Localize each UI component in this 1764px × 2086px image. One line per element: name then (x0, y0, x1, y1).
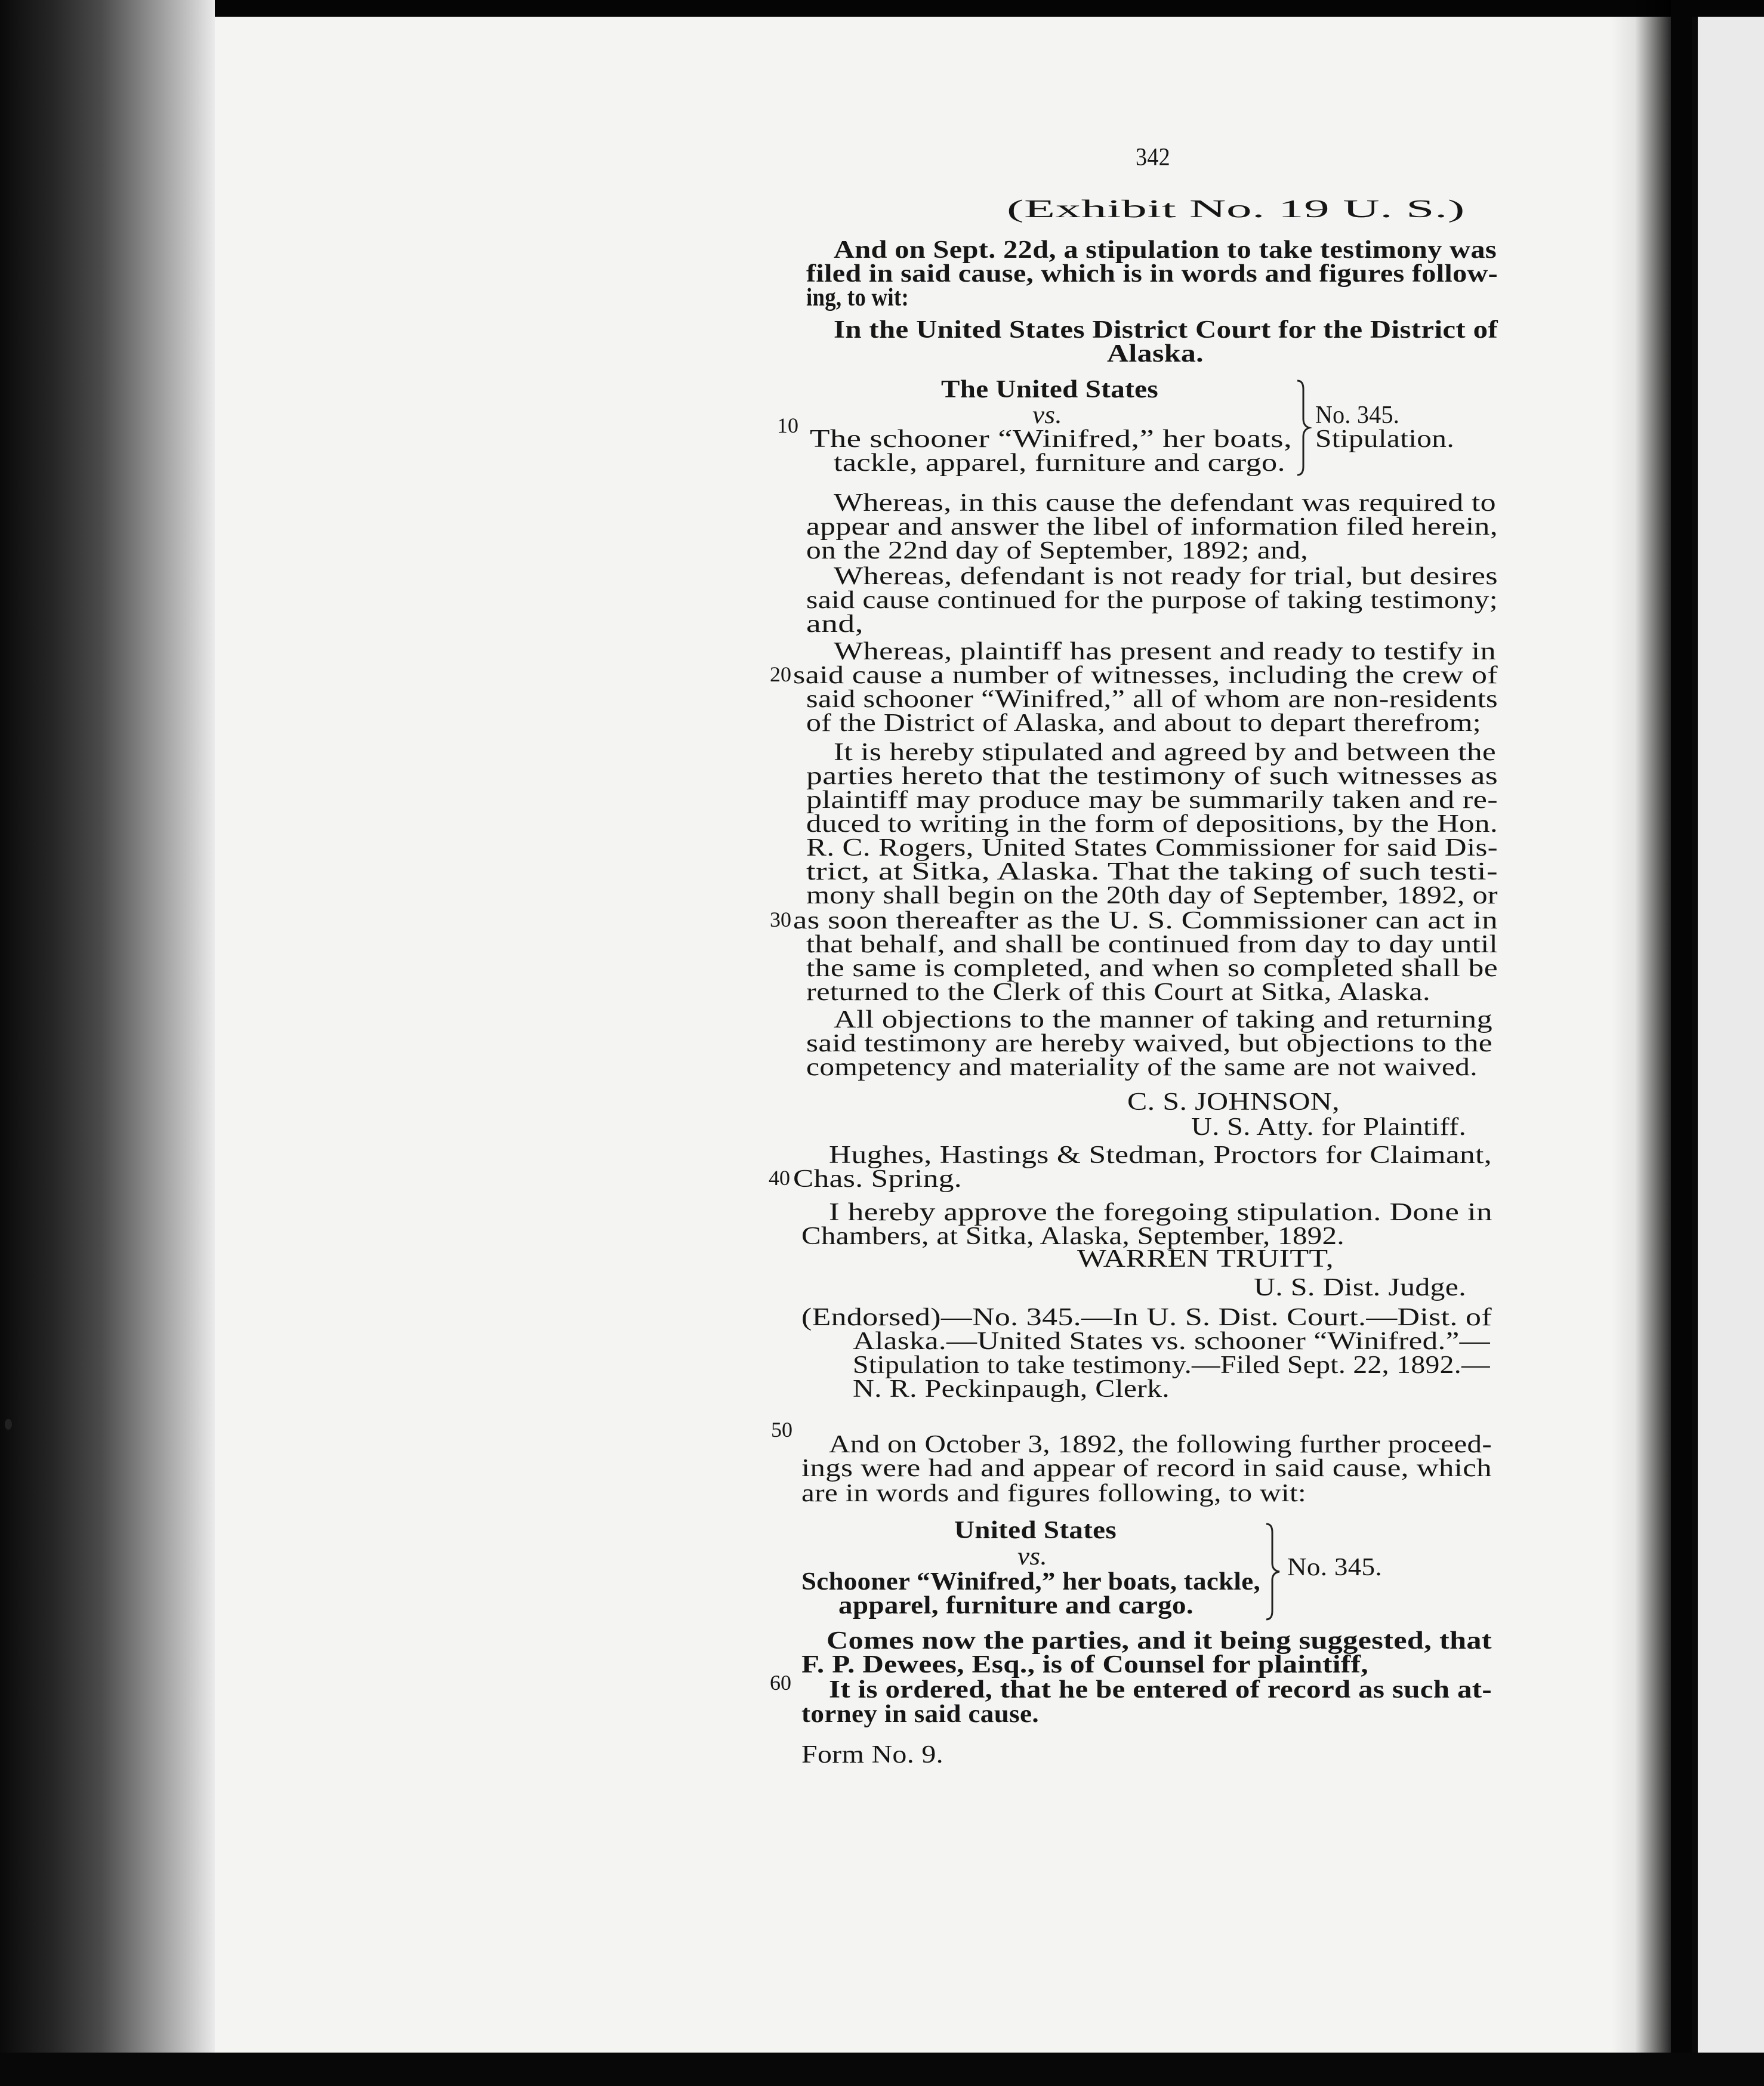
caption-case-number: No. 345. (1315, 402, 1400, 429)
margin-line-number: 10 (777, 414, 798, 437)
approval-line: Chambers, at Sitka, Alaska, September, 1892. (801, 1223, 1345, 1250)
gutter-shadow (1611, 0, 1671, 2086)
body-line: It is hereby stipulated and agreed by and between the (834, 739, 1497, 766)
caption-defendant: apparel, furniture and cargo. (838, 1592, 1194, 1619)
exhibit-heading: (Exhibit No. 19 U. S.) (1007, 196, 1465, 223)
court-heading-line: In the United States District Court for the District of (834, 316, 1498, 344)
body-line: plaintiff may produce may be summarily taken and re- (806, 786, 1498, 814)
judge-name: WARREN TRUITT, (1077, 1245, 1334, 1273)
approval-line: I hereby approve the foregoing stipulation. Done in (829, 1199, 1492, 1226)
scan-border-top (0, 0, 1764, 17)
caption-defendant: Schooner “Winifred,” her boats, tackle, (801, 1568, 1261, 1596)
body-line: said testimony are hereby waived, but objections to the (806, 1030, 1492, 1057)
margin-line-number: 50 (771, 1418, 792, 1442)
margin-line-number: 40 (769, 1166, 790, 1190)
margin-line-number: 20 (770, 662, 791, 686)
caption-doc-type: Stipulation. (1315, 425, 1455, 453)
proceedings-line: ings were had and appear of record in said cause, which (801, 1455, 1492, 1482)
body-line: as soon thereafter as the U. S. Commissioner can act in (793, 907, 1498, 934)
judge-title: U. S. Dist. Judge. (1254, 1274, 1466, 1301)
order-line: F. P. Dewees, Esq., is of Counsel for plaintiff, (801, 1651, 1368, 1678)
scan-speck (5, 1419, 12, 1430)
caption-brace (1264, 1520, 1285, 1623)
body-line: Whereas, plaintiff has present and ready to testify in (834, 638, 1496, 665)
body-line: the same is completed, and when so completed shall be (806, 955, 1498, 982)
signer-name: C. S. JOHNSON, (1127, 1088, 1340, 1116)
body-line: on the 22nd day of September, 1892; and, (806, 537, 1309, 564)
proctors-line: Hughes, Hastings & Stedman, Proctors for Claimant, (829, 1141, 1492, 1169)
body-line: returned to the Clerk of this Court at Sitka, Alaska. (806, 979, 1430, 1006)
intro-line: filed in said cause, which is in words and figures follow- (806, 260, 1498, 288)
margin-line-number: 60 (770, 1671, 791, 1695)
body-line: said cause continued for the purpose of taking testimony; (806, 587, 1498, 614)
signer-title: U. S. Atty. for Plaintiff. (1191, 1113, 1467, 1141)
caption-defendant: The schooner “Winifred,” her boats, (810, 425, 1293, 453)
body-line: Whereas, in this cause the defendant was required to (834, 489, 1497, 517)
order-line: It is ordered, that he be entered of record as such at- (829, 1676, 1492, 1704)
body-line: mony shall begin on the 20th day of September, 1892, or (806, 882, 1498, 909)
body-line: that behalf, and shall be continued from day to day until (806, 931, 1498, 958)
form-label: Form No. 9. (801, 1741, 943, 1769)
court-heading-line: Alaska. (1107, 340, 1204, 368)
proceedings-line: And on October 3, 1892, the following further proceed- (829, 1431, 1492, 1458)
order-line: torney in said cause. (801, 1701, 1039, 1728)
endorsement-line: (Endorsed)—No. 345.—In U. S. Dist. Court.—Dist. of (801, 1304, 1492, 1331)
body-line: duced to writing in the form of depositions, by the Hon. (806, 810, 1498, 838)
body-line: Whereas, defendant is not ready for trial, but desires (834, 563, 1498, 590)
proceedings-line: are in words and figures following, to wit: (801, 1480, 1307, 1507)
endorsement-line: Alaska.—United States vs. schooner “Winifred.”— (853, 1328, 1491, 1355)
body-line: parties hereto that the testimony of such witnesses as (806, 763, 1498, 790)
intro-line: ing, to wit: (806, 284, 909, 311)
body-line: R. C. Rogers, United States Commissioner for said Dis- (806, 834, 1498, 862)
body-line: said cause a number of witnesses, including the crew of (793, 662, 1498, 689)
caption-plaintiff: The United States (941, 376, 1159, 403)
body-line: All objections to the manner of taking and returning (834, 1006, 1492, 1033)
body-line: competency and materiality of the same are not waived. (806, 1054, 1478, 1081)
endorsement-line: N. R. Peckinpaugh, Clerk. (853, 1375, 1170, 1403)
caption-plaintiff: United States (954, 1517, 1117, 1544)
proctors-line: Chas. Spring. (793, 1165, 963, 1193)
caption-defendant: tackle, apparel, furniture and cargo. (834, 449, 1285, 477)
body-line: of the District of Alaska, and about to depart therefrom; (806, 709, 1481, 737)
body-line: and, (806, 610, 864, 638)
page-number: 342 (1136, 144, 1171, 171)
body-line: said schooner “Winifred,” all of whom are non-residents (806, 686, 1498, 713)
caption-vs: vs. (1032, 402, 1062, 429)
caption-case-number: No. 345. (1287, 1554, 1382, 1581)
intro-line: And on Sept. 22d, a stipulation to take testimony was (834, 236, 1497, 264)
adjacent-page (1698, 17, 1764, 2053)
body-line: trict, at Sitka, Alaska. That the taking of such testi- (806, 858, 1498, 885)
book-binding-left (0, 0, 215, 2086)
endorsement-line: Stipulation to take testimony.—Filed Sept. 22, 1892.— (853, 1351, 1491, 1379)
body-line: appear and answer the libel of information filed herein, (806, 513, 1498, 541)
caption-brace (1295, 377, 1315, 479)
caption-vs: vs. (1017, 1543, 1047, 1570)
scan-border-bottom (0, 2053, 1764, 2086)
margin-line-number: 30 (770, 908, 791, 931)
order-line: Comes now the parties, and it being suggested, that (827, 1627, 1492, 1655)
